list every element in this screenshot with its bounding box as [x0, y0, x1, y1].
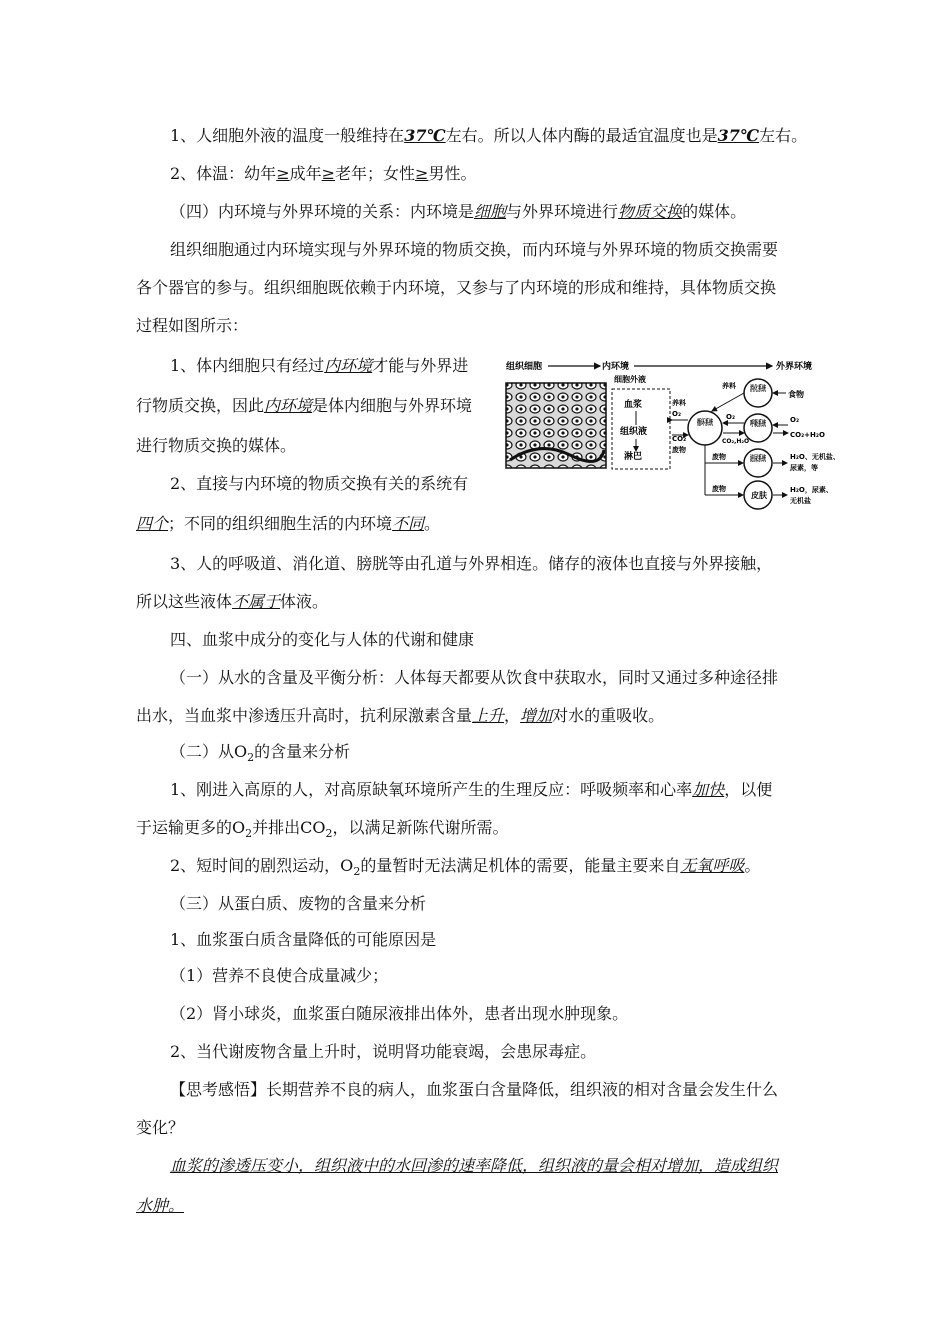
text: ，以满足新陈代谢所需。 [332, 818, 509, 837]
blank-answer: ≥ [276, 164, 290, 183]
para-protein-1: 1、血浆蛋白质含量降低的可能原因是 [170, 930, 437, 949]
text: ，以便 [724, 780, 773, 799]
blank-answer: 不属于 [232, 592, 281, 611]
para-o2-heading [170, 742, 351, 765]
label-outer-env: 外界环境 [776, 362, 813, 372]
text: 的媒体。 [682, 202, 747, 221]
blank-answer: 增加 [520, 706, 553, 725]
blank-answer: 四个 [136, 514, 169, 533]
label-tissue-cells: 组织细胞 [506, 362, 543, 372]
text: ；不同的组织细胞生活的内环境 [168, 514, 393, 533]
label-respiratory [750, 418, 766, 428]
para-item1-line2 [136, 396, 472, 416]
text: 出水，当血浆中渗透压升高时，抗利尿激素含量 [136, 706, 473, 725]
text: 。 [744, 856, 761, 875]
text: 1、刚进入高原的人，对高原缺氧环境所产生的生理反应：呼吸频率和心率 [170, 780, 693, 799]
label-circulation [697, 417, 713, 427]
blank-answer: 无氧呼吸 [680, 856, 745, 875]
para-water-line1: （一）从水的含量及平衡分析：人体每天都要从饮食中获取水，同时又通过多种途径排 [170, 668, 779, 687]
subscript: 2 [325, 827, 333, 841]
para-protein-heading: （三）从蛋白质、废物的含量来分析 [170, 894, 427, 913]
para-item3-line2 [136, 592, 328, 612]
text: 的量暂时无法满足机体的需要，能量主要来自 [360, 856, 681, 875]
text: 所以这些液体 [136, 592, 233, 611]
text: 成年 [289, 164, 322, 183]
label-waste1: 废物 [712, 453, 726, 461]
para-plateau-line1 [170, 780, 772, 800]
para-item1-line3: 进行物质交换的媒体。 [136, 436, 297, 455]
text: 对水的重吸收。 [552, 706, 665, 725]
think-question-line2: 变化？ [136, 1118, 185, 1137]
subscript: 2 [245, 827, 253, 841]
blank-answer: 内环境 [264, 396, 313, 415]
label-skin-out1: H₂O，尿素、 [790, 486, 833, 494]
label-urinary [750, 453, 766, 463]
para-item1-line1 [170, 356, 468, 376]
para-water-line2 [136, 706, 664, 726]
text: 男性。 [428, 164, 477, 183]
blank-answer: 上升 [472, 706, 505, 725]
para-exchange-line1: 组织细胞通过内环境实现与外界环境的物质交换，而内环境与外界环境的物质交换需要 [170, 240, 779, 259]
para-temperature [170, 126, 807, 146]
label-ecf: 细胞外液 [614, 375, 646, 384]
section-heading: 四、血浆中成分的变化与人体的代谢和健康 [170, 630, 475, 649]
text: 老年；女性 [335, 164, 416, 183]
label-skin: 皮肤 [751, 491, 767, 500]
label-o2-b: O₂ [726, 413, 736, 421]
label-nutrients2: 养料 [722, 382, 736, 390]
text: 才能与外界进 [372, 356, 469, 375]
blank-answer: ≥ [321, 164, 336, 183]
text: 1、人细胞外液的温度一般维持在 [170, 126, 405, 145]
text: 左右。所以人体内酶的最适宜温度也是 [445, 126, 718, 145]
answer-line1: 血浆的渗透压变小，组织液中的水回渗的速率降低，组织液的量会相对增加，造成组织 [170, 1156, 779, 1175]
label-tissue-fluid: 组织液 [620, 427, 648, 437]
text: （四）内环境与外界环境的关系：内环境是 [170, 202, 475, 221]
blank-answer: 37℃ [404, 126, 446, 145]
blank-answer: 不同 [392, 514, 425, 533]
text: 左右。 [759, 126, 808, 145]
para-item3-line1: 3、人的呼吸道、消化道、膀胱等由孔道与外界相连。储存的液体也直接与外界接触， [170, 554, 773, 573]
think-question-line1: 【思考感悟】长期营养不良的病人，血浆蛋白含量降低，组织液的相对含量会发生什么 [170, 1080, 779, 1099]
text: ， [504, 706, 521, 725]
label-skin-out2: 无机盐 [790, 497, 811, 505]
blank-answer: 加快 [692, 780, 725, 799]
blank-answer: 物质交换 [618, 202, 683, 221]
para-exchange-line3: 过程如图所示： [136, 316, 249, 335]
label-lymph: 淋巴 [624, 452, 643, 462]
para-protein-1b: （2）肾小球炎，血浆蛋白随尿液排出体外，患者出现水肿现象。 [170, 1004, 629, 1023]
para-body-temp [170, 164, 476, 184]
label-co2-h2o: CO₂,H₂O [722, 438, 750, 445]
text: 于运输更多的O [136, 818, 246, 837]
label-plasma: 血浆 [624, 400, 643, 410]
para-protein-1a: （1）营养不良使合成量减少； [170, 966, 389, 985]
label-waste2: 废物 [712, 485, 726, 493]
para-item2-line2 [136, 514, 440, 534]
blank-answer: 细胞 [474, 202, 507, 221]
para-exchange-line2: 各个器官的参与。组织细胞既依赖于内环境，又参与了内环境的形成和维持，具体物质交换 [136, 278, 777, 297]
label-food: 食物 [788, 390, 804, 399]
text: 2、短时间的剧烈运动，O [170, 856, 354, 875]
para-relation [170, 202, 746, 222]
text: 2、体温：幼年 [170, 164, 277, 183]
text: 1、体内细胞只有经过 [170, 356, 325, 375]
label-inner-env: 内环境 [602, 362, 630, 372]
para-item2-line1: 2、直接与内环境的物质交换有关的系统有 [170, 474, 469, 493]
text: （二）从O [170, 742, 248, 761]
text: 是体内细胞与外界环境 [312, 396, 473, 415]
text: 体液。 [280, 592, 329, 611]
subscript: 2 [353, 865, 361, 879]
circulation-system-node [688, 411, 722, 445]
blank-answer: 内环境 [324, 356, 373, 375]
para-exercise [170, 856, 761, 879]
exchange-diagram [500, 355, 840, 520]
label-waste: 废物 [672, 446, 686, 454]
label-digestive [750, 383, 766, 393]
label-co2: CO₂ [672, 435, 687, 443]
label-o2: O₂ [672, 410, 682, 418]
text: 与外界环境进行 [506, 202, 619, 221]
para-plateau-line2 [136, 818, 509, 841]
text: 行物质交换，因此 [136, 396, 265, 415]
subscript: 2 [247, 751, 255, 765]
blank-answer: ≥ [415, 164, 429, 183]
label-nutrients: 养料 [672, 399, 686, 407]
label-urinary-out2: 尿素，等 [790, 464, 818, 472]
label-co2-h2o-out: CO₂+H₂O [790, 431, 825, 439]
answer-line2: 水肿。 [136, 1196, 185, 1215]
blank-answer: 37℃ [717, 126, 760, 145]
label-o2-out: O₂ [790, 416, 800, 424]
para-protein-2: 2、当代谢废物含量上升时，说明肾功能衰竭，会患尿毒症。 [170, 1042, 597, 1061]
text: 的含量来分析 [254, 742, 351, 761]
text: 。 [424, 514, 441, 533]
label-urinary-out1: H₂O、无机盐、 [790, 453, 840, 461]
text: 并排出CO [252, 818, 326, 837]
